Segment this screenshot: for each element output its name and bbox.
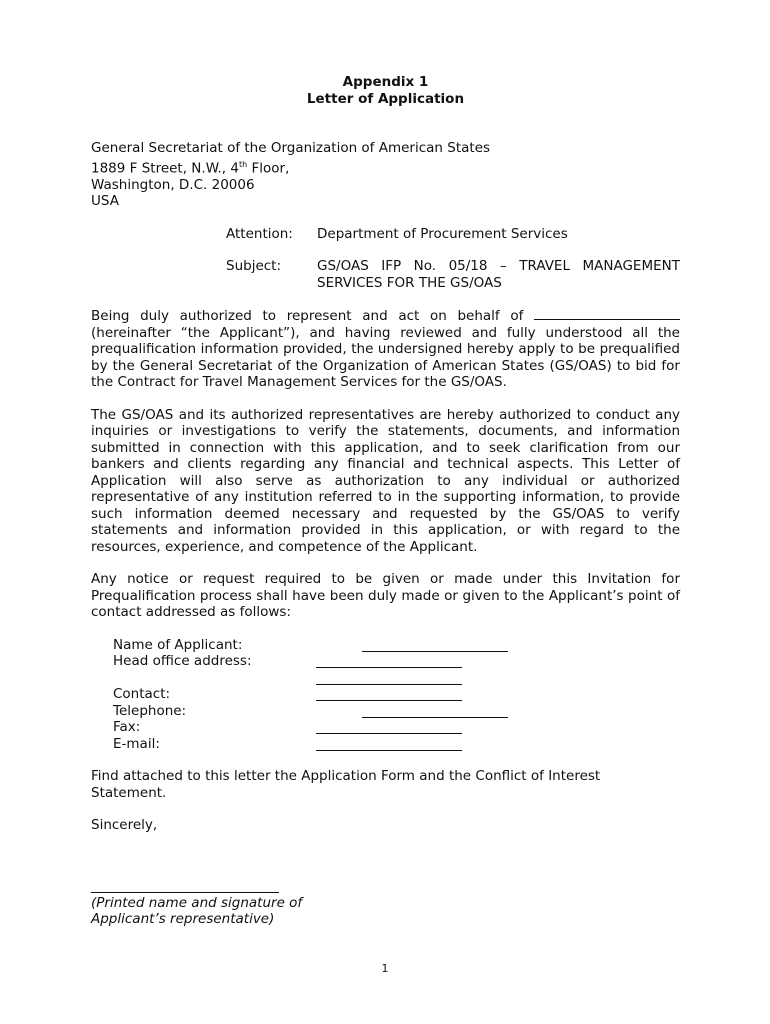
applicant-blank-line: [534, 307, 680, 320]
appendix-title: Appendix 1: [342, 74, 429, 90]
contact-row-fax: [113, 719, 533, 736]
page-number: 1: [381, 962, 389, 975]
contact-label: Contact:: [113, 686, 171, 702]
telephone-blank: [362, 705, 508, 718]
document-heading: [91, 74, 680, 108]
contact-blank: [316, 688, 462, 701]
contact-row-head-office: [113, 653, 533, 670]
head-office-blank: [316, 655, 462, 668]
address-line-2: 1889 F Street, N.W., 4th Floor,: [91, 159, 290, 176]
email-label: E-mail:: [113, 735, 160, 752]
signature-caption: [91, 895, 680, 928]
address-line-4: USA: [91, 193, 119, 209]
letter-page: [91, 74, 680, 928]
name-of-applicant-blank: [362, 639, 508, 652]
address-line-1: General Secretariat of the Organization of American States: [91, 140, 491, 156]
signature-caption-line-1: (Printed name and signature of: [91, 894, 303, 911]
attachments-note: Find attached to this letter the Application Form and the Conflict of Interest Statement.: [91, 768, 601, 801]
attention-label: Attention:: [226, 225, 293, 242]
paragraph-authorization: Being duly authorized to represent and act on behalf of (hereinafter “the Applicant”), and having reviewed and fully understood all the prequalification information provided, the undersigned hereby apply to be prequalified by the General Secretariat of the Organization of American States (GS/OAS) to bid for the Contract for Travel Management Services for the GS/OAS.: [91, 308, 680, 390]
subject-value: GS/OAS IFP No. 05/18 – TRAVEL MANAGEMENT SERVICES FOR THE GS/OAS: [317, 258, 680, 291]
paragraph-inquiries: The GS/OAS and its authorized representatives are hereby authorized to conduct any inquiries or investigations to verify the statements, documents, and information submitted in connection with this application, and to seek clarification from our bankers and clients regarding any financial and technical aspects. This Letter of Application will also serve as authorization to any individual or authorized representative of any institution referred to in the supporting information, to provide such information deemed necessary and requested by the GS/OAS to verify statements and information provided in this application, or with regard to the resources, experience, and competence of the Applicant.: [91, 406, 680, 555]
letter-title: Letter of Application: [306, 91, 465, 107]
fax-label: Fax:: [113, 719, 141, 735]
sincerely-text: Sincerely,: [91, 817, 158, 833]
contact-row-contact: [113, 686, 533, 703]
paragraph-notice: Any notice or request required to be given or made under this Invitation for Prequalification process shall have been duly made or given to the Applicant’s point of contact addressed as follows:: [91, 571, 680, 620]
telephone-label: Telephone:: [113, 702, 187, 719]
subject-row: [226, 258, 680, 291]
address-line-3: Washington, D.C. 20006: [91, 176, 255, 193]
letter-meta: [91, 226, 680, 292]
head-office-label: Head office address:: [113, 653, 252, 669]
contact-row-email: [113, 736, 533, 753]
recipient-address: [91, 140, 680, 210]
name-of-applicant-label: Name of Applicant:: [113, 636, 243, 653]
contact-row-head-office-2: [113, 670, 533, 687]
attention-row: [226, 226, 680, 243]
contact-row-name: [113, 637, 533, 654]
contact-block: [113, 637, 533, 753]
head-office-blank-2: [316, 672, 462, 685]
subject-label: Subject:: [226, 258, 282, 274]
signature-caption-line-2: Applicant’s representative): [91, 911, 275, 927]
email-blank: [316, 738, 462, 751]
contact-row-telephone: [113, 703, 533, 720]
signature-line: [91, 891, 279, 893]
fax-blank: [316, 721, 462, 734]
attention-value: Department of Procurement Services: [317, 225, 568, 242]
